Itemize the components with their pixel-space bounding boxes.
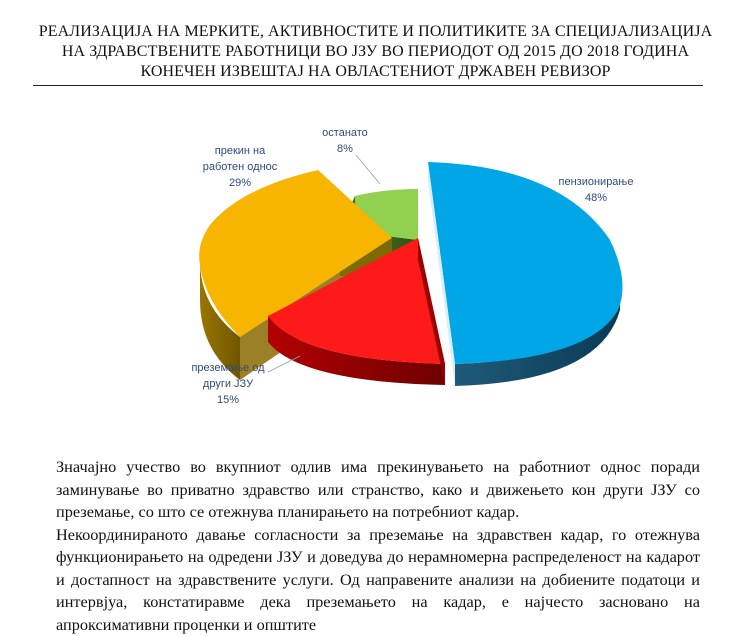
label-pension-line: 48% [585, 192, 607, 204]
label-other [322, 127, 368, 155]
label-termination-line: работен однос [203, 161, 278, 173]
header-divider [33, 85, 703, 86]
label-pension [559, 176, 634, 204]
label-other-line: 8% [337, 143, 353, 155]
label-other-line: останато [322, 127, 368, 139]
label-transfer-line: преземање од [191, 362, 265, 374]
header-line-1: РЕАЛИЗАЦИЈА НА МЕРКИТЕ, АКТИВНОСТИТЕ И ПОЛИТИКИТЕ ЗА СПЕЦИЈАЛИЗАЦИЈА [0, 22, 751, 42]
pie-chart [0, 110, 751, 440]
leader-other [356, 155, 380, 184]
label-pension-line: пензионирање [559, 176, 634, 188]
label-transfer [191, 362, 265, 406]
paragraph-1: Значајно учество во вкупниот одлив има прекинувањето на работниот однос поради заминување во приватно здравство или странство, како и движењето кон други ЈЗУ со преземање, со што се отежнува планирањето на потребниот кадар. [56, 456, 700, 524]
label-termination [203, 145, 278, 189]
body-text [56, 456, 700, 636]
label-termination-line: 29% [229, 177, 251, 189]
report-header [0, 22, 751, 82]
label-termination-line: прекин на [215, 145, 266, 157]
paragraph-2: Некоординираното давање согласности за преземање на здравствен кадар, го отежнува функционирањето на одредени ЈЗУ и доведува до нерамномерна распределеност на кадарот и достапност на здравствените услуги. Од направените анализи на добиените податоци и интервјуа, констатиравме дека преземањето на кадар, е најчесто засновано на апроксимативни проценки и општите [56, 524, 700, 636]
header-line-3: КОНЕЧЕН ИЗВЕШТАЈ НА ОВЛАСТЕНИОТ ДРЖАВЕН РЕВИЗОР [0, 62, 751, 82]
header-line-2: НА ЗДРАВСТВЕНИТЕ РАБОТНИЦИ ВО ЈЗУ ВО ПЕРИОДОТ ОД 2015 ДО 2018 ГОДИНА [0, 42, 751, 62]
leader-transfer [268, 356, 300, 372]
label-transfer-line: 15% [217, 394, 239, 406]
label-transfer-line: други ЈЗУ [203, 378, 254, 390]
